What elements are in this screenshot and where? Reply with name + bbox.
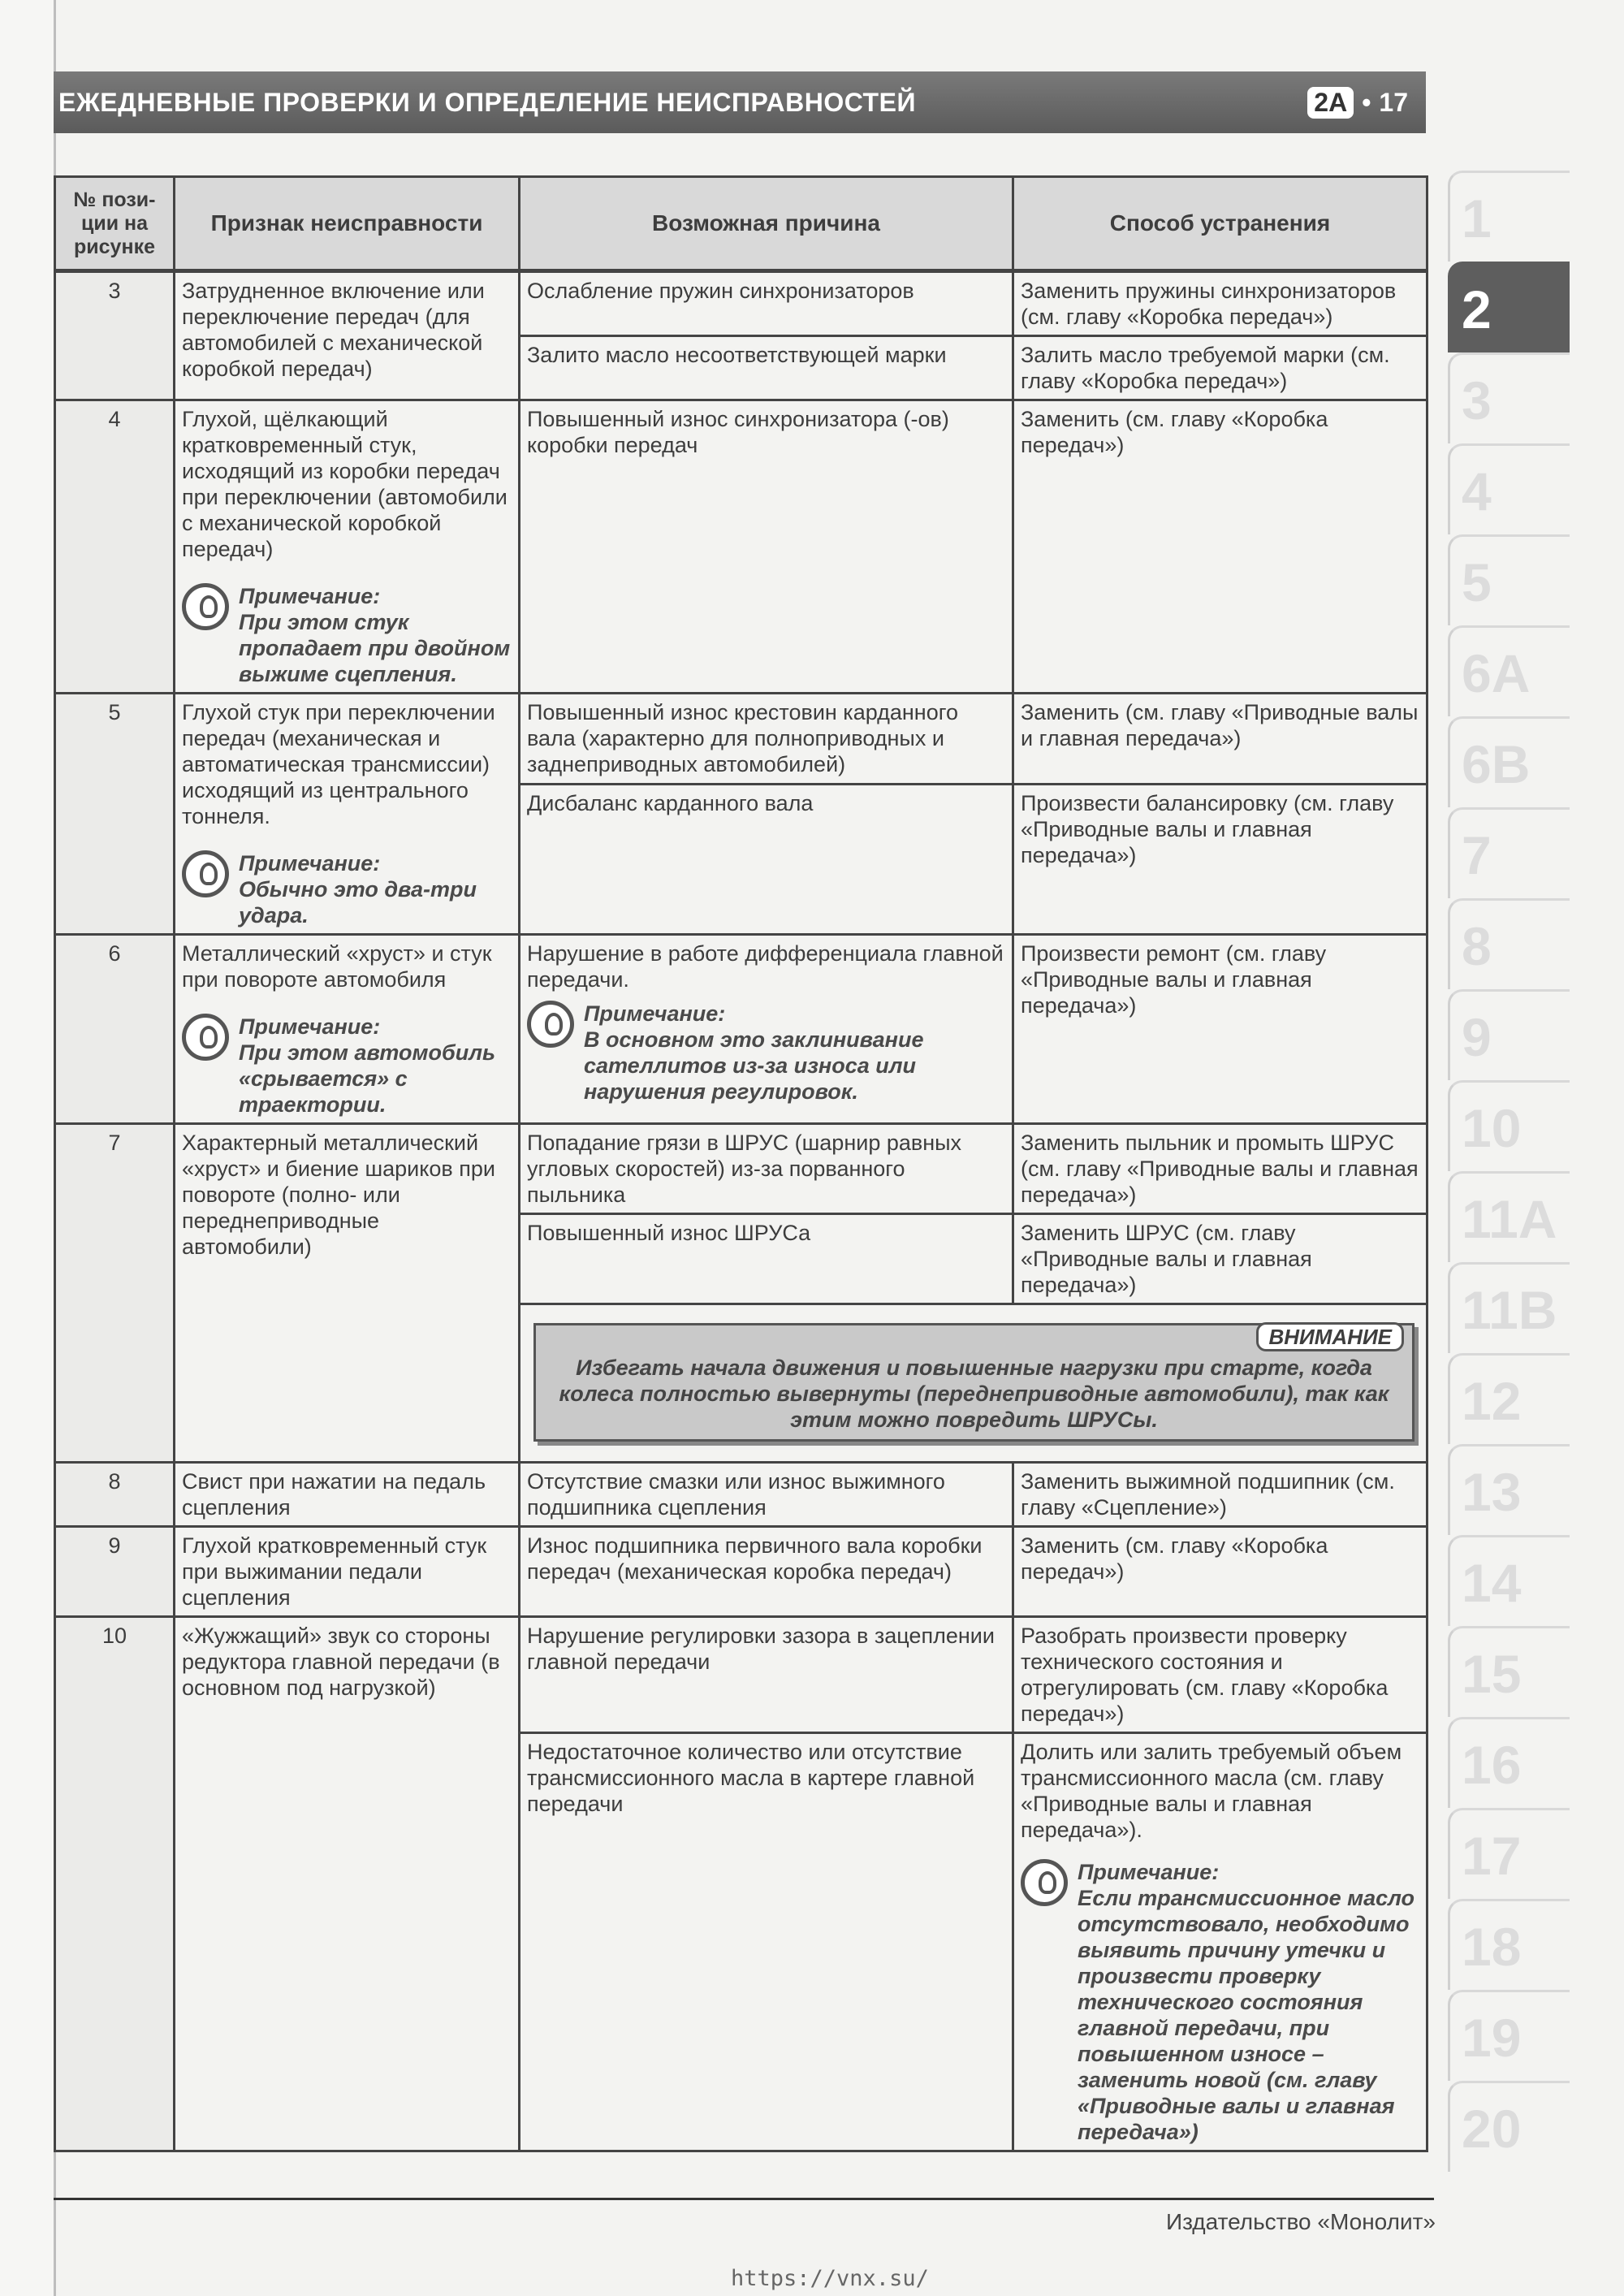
page-left-strip <box>0 0 56 2296</box>
lightbulb-icon <box>527 1001 574 1048</box>
note-text: При этом автомобиль «срывается» с траектории. <box>239 1040 496 1117</box>
attention-label: ВНИМАНИЕ <box>1256 1322 1404 1351</box>
remedy-text: Долить или залить требуемый объем трансмиссионного масла (см. главу «Приводные валы и главная передача»). <box>1021 1740 1402 1842</box>
symptom-cell <box>175 400 520 694</box>
chapter-tab[interactable]: 15 <box>1448 1626 1570 1717</box>
remedy-cell: Заменить пыльник и промыть ШРУС (см. главу «Приводные валы и главная передача») <box>1013 1124 1427 1214</box>
chapter-tab[interactable]: 3 <box>1448 352 1570 443</box>
table-row <box>55 935 1427 1124</box>
remedy-cell: Заменить (см. главу «Коробка передач») <box>1013 400 1427 694</box>
cause-cell: Повышенный износ ШРУСа <box>520 1214 1013 1304</box>
cause-cell: Повышенный износ крестовин карданного вала (характерно для полноприводных и заднеприводных автомобилей) <box>520 694 1013 785</box>
row-number: 6 <box>55 935 175 1124</box>
publisher-name: Издательство «Монолит» <box>1165 2209 1436 2234</box>
note-block <box>182 583 512 687</box>
symptom-cell: Глухой кратковременный стук при выжимании педали сцепления <box>175 1527 520 1617</box>
cause-cell <box>520 935 1013 1124</box>
chapter-tab[interactable]: 14 <box>1448 1535 1570 1626</box>
chapter-tab[interactable]: 1 <box>1448 171 1570 262</box>
chapter-tab[interactable]: 20 <box>1448 2081 1570 2172</box>
header-title: ЕЖЕДНЕВНЫЕ ПРОВЕРКИ И ОПРЕДЕЛЕНИЕ НЕИСПРАВНОСТЕЙ <box>58 87 916 117</box>
lightbulb-icon <box>182 583 229 630</box>
cause-cell: Недостаточное количество или отсутствие трансмиссионного масла в картере главной передачи <box>520 1733 1013 2151</box>
symptom-cell <box>175 694 520 935</box>
page-number: 17 <box>1379 87 1408 117</box>
table-row <box>55 694 1427 785</box>
remedy-cell: Заменить (см. главу «Приводные валы и главная передача») <box>1013 694 1427 785</box>
remedy-cell: Разобрать произвести проверку технического состояния и отрегулировать (см. главу «Коробка передач») <box>1013 1617 1427 1733</box>
chapter-tab[interactable]: 8 <box>1448 898 1570 989</box>
cause-cell: Ослабление пружин синхронизаторов <box>520 271 1013 336</box>
attention-cell <box>520 1304 1427 1463</box>
remedy-cell: Заменить (см. главу «Коробка передач») <box>1013 1527 1427 1617</box>
lightbulb-icon <box>1021 1859 1068 1906</box>
remedy-cell <box>1013 1733 1427 2151</box>
table-row <box>55 1617 1427 1733</box>
chapter-tab[interactable]: 6А <box>1448 625 1570 716</box>
table-row <box>55 1527 1427 1617</box>
attention-box <box>533 1323 1415 1442</box>
note-text: При этом стук пропадает при двойном выжиме сцепления. <box>239 610 511 686</box>
chapter-tab[interactable]: 13 <box>1448 1444 1570 1535</box>
note-text: Если трансмиссионное масло отсутствовало, необходимо выявить причину утечки и произвести проверку технического состояния главной передачи, при повышенном износе – заменить новой (см. главу «Приводные валы и главная передача») <box>1078 1886 1415 2144</box>
col-header-remedy: Способ устранения <box>1013 177 1427 271</box>
remedy-cell: Залить масло требуемой марки (см. главу «Коробка передач») <box>1013 336 1427 400</box>
row-number: 7 <box>55 1124 175 1463</box>
table-row <box>55 1124 1427 1214</box>
chapter-tab[interactable]: 16 <box>1448 1717 1570 1808</box>
chapter-tab[interactable]: 9 <box>1448 989 1570 1080</box>
symptom-cell: Характерный металлический «хруст» и биение шариков при повороте (полно- или переднеприводные автомобили) <box>175 1124 520 1463</box>
chapter-tab[interactable]: 12 <box>1448 1353 1570 1444</box>
note-block <box>182 850 512 928</box>
remedy-cell: Произвести балансировку (см. главу «Приводные валы и главная передача») <box>1013 785 1427 935</box>
lightbulb-icon <box>182 1014 229 1061</box>
attention-text: Избегать начала движения и повышенные нагрузки при старте, когда колеса полностью вывернуты (переднеприводные автомобили), так как этим можно повредить ШРУСы. <box>559 1356 1389 1432</box>
note-label: Примечание: <box>1078 1860 1220 1884</box>
chapter-tab[interactable]: 17 <box>1448 1808 1570 1899</box>
symptom-cell: «Жужжащий» звук со стороны редуктора главной передачи (в основном под нагрузкой) <box>175 1617 520 2151</box>
note-label: Примечание: <box>584 1001 726 1026</box>
symptom-cell: Свист при нажатии на педаль сцепления <box>175 1463 520 1527</box>
cause-cell: Попадание грязи в ШРУС (шарнир равных угловых скоростей) из-за порванного пыльника <box>520 1124 1013 1214</box>
footer-divider <box>54 2198 1434 2200</box>
row-number: 8 <box>55 1463 175 1527</box>
chapter-tab[interactable]: 11А <box>1448 1171 1570 1262</box>
symptom-cell <box>175 935 520 1124</box>
cause-cell: Нарушение регулировки зазора в зацеплении главной передачи <box>520 1617 1013 1733</box>
row-number: 5 <box>55 694 175 935</box>
symptom-text: Глухой, щёлкающий кратковременный стук, исходящий из коробки передач при переключении (автомобили с механической коробкой передач) <box>182 407 508 561</box>
source-url[interactable]: https://vnx.su/ <box>731 2266 929 2291</box>
chapter-tab[interactable]: 19 <box>1448 1990 1570 2081</box>
table-row <box>55 1463 1427 1527</box>
symptom-cell: Затрудненное включение или переключение передач (для автомобилей с механической коробкой передач) <box>175 271 520 400</box>
note-block <box>182 1014 512 1118</box>
table-header-row <box>55 177 1427 271</box>
row-number: 10 <box>55 1617 175 2151</box>
note-block <box>1021 1859 1419 2145</box>
cause-cell: Отсутствие смазки или износ выжимного подшипника сцепления <box>520 1463 1013 1527</box>
chapter-tabs <box>1448 171 1570 2172</box>
symptom-text: Глухой стук при переключении передач (механическая и автоматическая трансмиссии) исходящий из центрального тоннеля. <box>182 700 495 828</box>
remedy-cell: Заменить ШРУС (см. главу «Приводные валы и главная передача») <box>1013 1214 1427 1304</box>
remedy-cell: Заменить выжимной подшипник (см. главу «Сцепление») <box>1013 1463 1427 1527</box>
section-code: 2А <box>1307 87 1354 119</box>
col-header-position: № пози- ции на рисунке <box>55 177 175 271</box>
table-row <box>55 271 1427 336</box>
col-header-symptom: Признак неисправности <box>175 177 520 271</box>
header-page-info <box>1307 87 1426 119</box>
page-header <box>54 71 1426 133</box>
symptom-text: Металлический «хруст» и стук при повороте автомобиля <box>182 941 492 992</box>
chapter-tab[interactable]: 4 <box>1448 443 1570 534</box>
chapter-tab[interactable]: 18 <box>1448 1899 1570 1990</box>
note-block <box>527 1001 1005 1105</box>
col-header-cause: Возможная причина <box>520 177 1013 271</box>
note-text: Обычно это два-три удара. <box>239 877 477 927</box>
row-number: 4 <box>55 400 175 694</box>
note-label: Примечание: <box>239 1014 381 1039</box>
row-number: 9 <box>55 1527 175 1617</box>
cause-cell: Повышенный износ синхронизатора (-ов) коробки передач <box>520 400 1013 694</box>
cause-text: Нарушение в работе дифференциала главной передачи. <box>527 941 1004 992</box>
chapter-tab[interactable]: 11В <box>1448 1262 1570 1353</box>
row-number: 3 <box>55 271 175 400</box>
chapter-tab[interactable]: 7 <box>1448 807 1570 898</box>
note-label: Примечание: <box>239 584 381 608</box>
table-row <box>55 400 1427 694</box>
cause-cell: Износ подшипника первичного вала коробки передач (механическая коробка передач) <box>520 1527 1013 1617</box>
cause-cell: Дисбаланс карданного вала <box>520 785 1013 935</box>
header-bullet: • <box>1362 87 1371 117</box>
chapter-tab[interactable]: 5 <box>1448 534 1570 625</box>
chapter-tab[interactable]: 6В <box>1448 716 1570 807</box>
chapter-tab-active[interactable]: 2 <box>1448 262 1570 352</box>
note-label: Примечание: <box>239 851 381 876</box>
remedy-cell: Заменить пружины синхронизаторов (см. главу «Коробка передач») <box>1013 271 1427 336</box>
chapter-tab[interactable]: 10 <box>1448 1080 1570 1171</box>
note-text: В основном это заклинивание сателлитов из-за износа или нарушения регулировок. <box>584 1027 924 1104</box>
remedy-cell: Произвести ремонт (см. главу «Приводные валы и главная передача») <box>1013 935 1427 1124</box>
cause-cell: Залито масло несоответствующей марки <box>520 336 1013 400</box>
lightbulb-icon <box>182 850 229 897</box>
troubleshooting-table <box>54 175 1428 2152</box>
